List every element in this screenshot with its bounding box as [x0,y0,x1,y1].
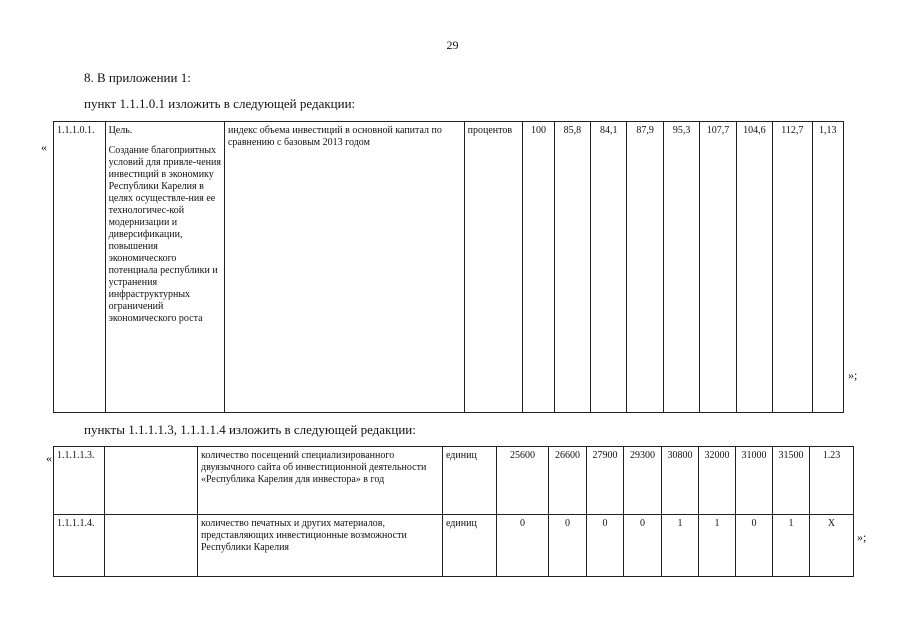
item-code: 1.1.1.1.4. [54,515,105,577]
opening-quote-2: « [46,451,52,465]
unit-cell: процентов [464,122,523,413]
value-cell: X [810,515,854,577]
value-cell: 0 [549,515,587,577]
value-cell: 1,13 [812,122,843,413]
value-cell: 1 [662,515,699,577]
opening-quote-1: « [41,140,47,154]
table-row [54,447,854,515]
section-heading: 8. В приложении 1: [84,70,191,85]
table-row [54,515,854,577]
unit-cell: единиц [443,515,497,577]
instruction-text-2: пункты 1.1.1.1.3, 1.1.1.1.4 изложить в следующей редакции: [84,422,416,437]
indicator-name: индекс объема инвестиций в основной капитал по сравнению с базовым 2013 годом [224,122,464,413]
value-cell: 100 [523,122,554,413]
value-cell: 1.23 [810,447,854,515]
closing-quote-1: »; [848,368,858,382]
page-number: 29 [446,38,459,52]
value-cell: 107,7 [700,122,736,413]
value-cell: 1 [699,515,736,577]
indicator-table-2 [53,446,854,577]
value-cell: 0 [736,515,773,577]
instruction-text-1: пункт 1.1.1.0.1 изложить в следующей редакции: [84,96,356,111]
item-code: 1.1.1.1.3. [54,447,105,515]
value-cell: 26600 [549,447,587,515]
goal-cell [105,122,224,413]
value-cell: 31500 [773,447,810,515]
value-cell: 95,3 [663,122,699,413]
value-cell: 31000 [736,447,773,515]
unit-cell: единиц [443,447,497,515]
value-cell: 25600 [497,447,549,515]
value-cell: 85,8 [554,122,590,413]
value-cell: 32000 [699,447,736,515]
goal-cell [105,515,198,577]
value-cell: 87,9 [627,122,663,413]
goal-text: Создание благоприятных условий для привле-чения инвестиций в экономику Республики Карелия в целях осуществле-ния ее технологичес-кой модернизации и диверсификации, повышения экономического потенциала республики и устранения инфраструктурных ограничений экономического роста [108,145,221,324]
indicator-name: количество печатных и других материалов, представляющих инвестиционные возможности Республики Карелия [198,515,443,577]
value-cell: 84,1 [591,122,627,413]
value-cell: 27900 [587,447,624,515]
item-code: 1.1.1.0.1. [54,122,106,413]
value-cell: 30800 [662,447,699,515]
goal-label: Цель. [108,125,133,136]
indicator-table-1 [53,121,844,413]
indicator-name: количество посещений специализированного двуязычного сайта об инвестиционной деятельности «Республика Карелия для инвестора» в год [198,447,443,515]
value-cell: 104,6 [736,122,772,413]
value-cell: 0 [497,515,549,577]
closing-quote-2: »; [857,530,867,544]
table-row [54,122,844,413]
value-cell: 29300 [624,447,662,515]
value-cell: 0 [624,515,662,577]
value-cell: 1 [773,515,810,577]
value-cell: 112,7 [773,122,812,413]
value-cell: 0 [587,515,624,577]
goal-cell [105,447,198,515]
